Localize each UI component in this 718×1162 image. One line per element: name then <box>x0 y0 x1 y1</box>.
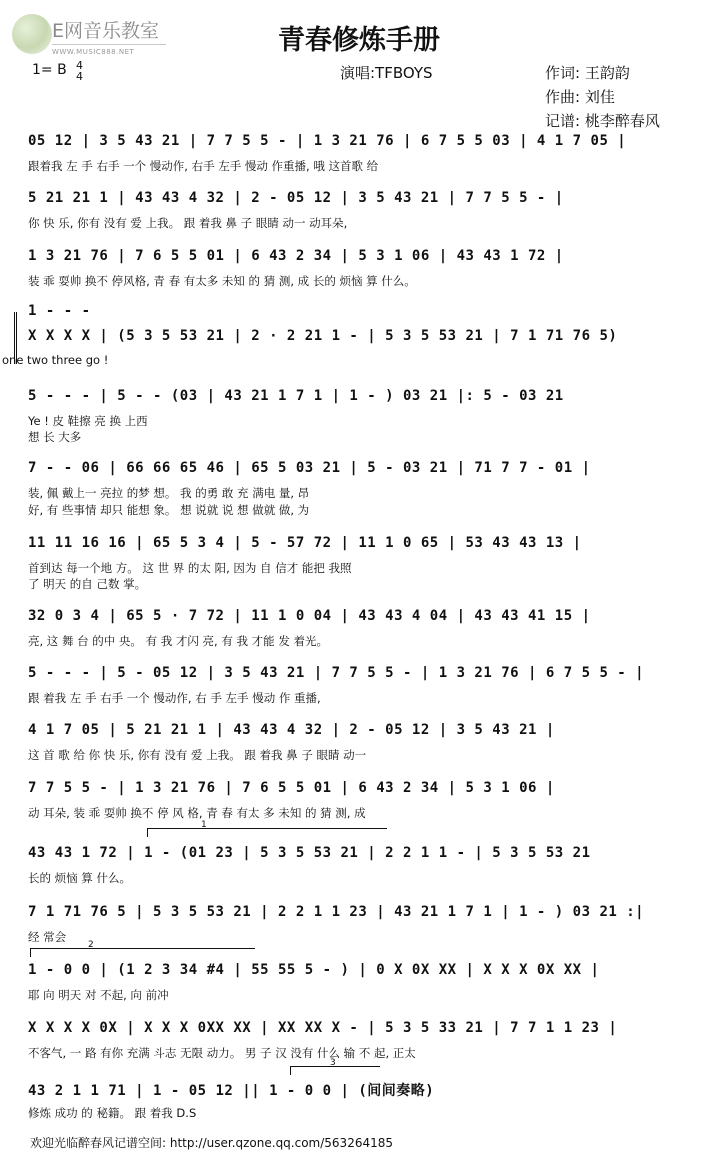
triplet-label: 3 <box>330 1058 336 1068</box>
triplet-bracket <box>290 1058 380 1068</box>
watermark-brand: E网音乐教室 <box>52 20 160 42</box>
notes-row-7: 7 - - 06 | 66 66 65 46 | 65 5 03 21 | 5 - 03 21 | 71 7 7 - 01 | <box>28 460 591 476</box>
lyric-row-7: 装, 佩 戴上一 亮拉 的梦 想。 我 的勇 敢 充 满电 量, 昂 <box>28 486 310 500</box>
lyric-row-2: 你 快 乐, 你有 没有 爱 上我。 跟 着我 鼻 子 眼睛 动一 动耳朵, <box>28 216 348 230</box>
lyric-row-3: 装 乖 耍帅 换不 停风格, 青 春 有太多 未知 的 猜 测, 成 长的 烦恼 算 什么。 <box>28 274 416 288</box>
footer-note: 欢迎光临醉春风记谱空间: http://user.qzone.qq.com/563264185 <box>30 1136 394 1150</box>
lyric-row-1: 跟着我 左 手 右手 一个 慢动作, 右手 左手 慢动 作重播, 哦 这首歌 给 <box>28 159 379 173</box>
meter-bottom: 4 <box>76 70 83 83</box>
singer-credit: 演唱:TFBOYS <box>340 64 433 82</box>
song-title: 青春修炼手册 <box>278 25 440 56</box>
notes-row-1: 05 12 | 3 5 43 21 | 7 7 5 5 - | 1 3 21 76 | 6 7 5 5 03 | 4 1 7 05 | <box>28 133 627 149</box>
lyric-row-8-verse2: 了 明天 的自 己数 掌。 <box>28 577 147 591</box>
lyric-row-10: 跟 着我 左 手 右手 一个 慢动作, 右 手 左手 慢动 作 重播, <box>28 691 321 705</box>
lyric-row-8: 首到达 每一个地 方。 这 世 界 的太 阳, 因为 自 信才 能把 我照 <box>28 561 352 575</box>
lyric-row-16: 不客气, 一 路 有你 充满 斗志 无限 动力。 男 子 汉 没有 什么 输 不 起, 正太 <box>28 1046 416 1060</box>
lyric-row-12: 动 耳朵, 装 乖 耍帅 换不 停 风 格, 青 春 有太 多 未知 的 猜 测, 成 <box>28 806 366 820</box>
notes-row-8: 11 11 16 16 | 65 5 3 4 | 5 - 57 72 | 11 1 0 65 | 53 43 43 13 | <box>28 535 582 551</box>
notes-row-17: 43 2 1 1 71 | 1 - 05 12 || 1 - 0 0 | (间间奏略) <box>28 1083 435 1099</box>
watermark-url: WWW.MUSIC888.NET <box>52 48 135 56</box>
notes-row-10: 5 - - - | 5 - 05 12 | 3 5 43 21 | 7 7 5 5 - | 1 3 21 76 | 6 7 5 5 - | <box>28 665 645 681</box>
second-ending-label: 2 <box>88 940 94 950</box>
lyric-row-15: 耶 向 明天 对 不起, 向 前冲 <box>28 988 169 1002</box>
second-ending-bracket <box>30 940 255 950</box>
first-ending-bracket <box>147 820 387 830</box>
notes-row-9: 32 0 3 4 | 65 5 · 7 72 | 11 1 0 04 | 43 43 4 04 | 43 43 41 15 | <box>28 608 591 624</box>
notes-row-12: 7 7 5 5 - | 1 3 21 76 | 7 6 5 5 01 | 6 43 2 34 | 5 3 1 06 | <box>28 780 555 796</box>
lyric-row-9: 亮, 这 舞 台 的中 央。 有 我 才闪 亮, 有 我 才能 发 着光。 <box>28 634 328 648</box>
first-ending-label: 1 <box>201 820 207 830</box>
key-signature: 1= B <box>32 62 67 78</box>
lyric-row-14: 经 常会 <box>28 930 67 944</box>
lyric-row-11: 这 首 歌 给 你 快 乐, 你有 没有 爱 上我。 跟 着我 鼻 子 眼睛 动一 <box>28 748 367 762</box>
lyricist-credit: 作词: 王韵韵 <box>545 64 630 82</box>
time-signature <box>76 60 83 82</box>
notes-row-14: 7 1 71 76 5 | 5 3 5 53 21 | 2 2 1 1 23 | 43 21 1 7 1 | 1 - ) 03 21 :| <box>28 904 645 920</box>
lyric-row-6: Ye ! 皮 鞋擦 亮 换 上西 <box>28 414 148 428</box>
notes-row-6: 5 - - - | 5 - - (03 | 43 21 1 7 1 | 1 - ) 03 21 |: 5 - 03 21 <box>28 388 564 404</box>
lyric-row-7-verse2: 好, 有 些事情 却只 能想 象。 想 说就 说 想 做就 做, 为 <box>28 503 310 517</box>
notes-row-11: 4 1 7 05 | 5 21 21 1 | 43 43 4 32 | 2 - 05 12 | 3 5 43 21 | <box>28 722 555 738</box>
meter-top: 4 <box>76 59 83 72</box>
notes-row-15: 1 - 0 0 | (1 2 3 34 #4 | 55 55 5 - ) | 0 X 0X XX | X X X 0X XX | <box>28 962 600 978</box>
notes-row-4: 1 - - - <box>28 303 91 319</box>
lyric-row-5: one two three go ! <box>2 353 109 367</box>
composer-credit: 作曲: 刘佳 <box>545 88 615 106</box>
lyric-row-6-verse2: 想 长 大多 <box>28 430 82 444</box>
transcriber-credit: 记谱: 桃李醉春风 <box>545 112 660 130</box>
notes-row-3: 1 3 21 76 | 7 6 5 5 01 | 6 43 2 34 | 5 3 1 06 | 43 43 1 72 | <box>28 248 564 264</box>
notes-row-16: X X X X 0X | X X X 0XX XX | XX XX X - | 5 3 5 33 21 | 7 7 1 1 23 | <box>28 1020 618 1036</box>
notes-row-5: X X X X | (5 3 5 53 21 | 2 · 2 21 1 - | 5 3 5 53 21 | 7 1 71 76 5) <box>28 328 618 344</box>
lyric-row-17: 修炼 成功 的 秘籍。 跟 着我 D.S <box>28 1106 197 1120</box>
lyric-row-13: 长的 烦恼 算 什么。 <box>28 871 131 885</box>
notes-row-13: 43 43 1 72 | 1 - (01 23 | 5 3 5 53 21 | 2 2 1 1 - | 5 3 5 53 21 <box>28 845 591 861</box>
notes-row-2: 5 21 21 1 | 43 43 4 32 | 2 - 05 12 | 3 5 43 21 | 7 7 5 5 - | <box>28 190 564 206</box>
